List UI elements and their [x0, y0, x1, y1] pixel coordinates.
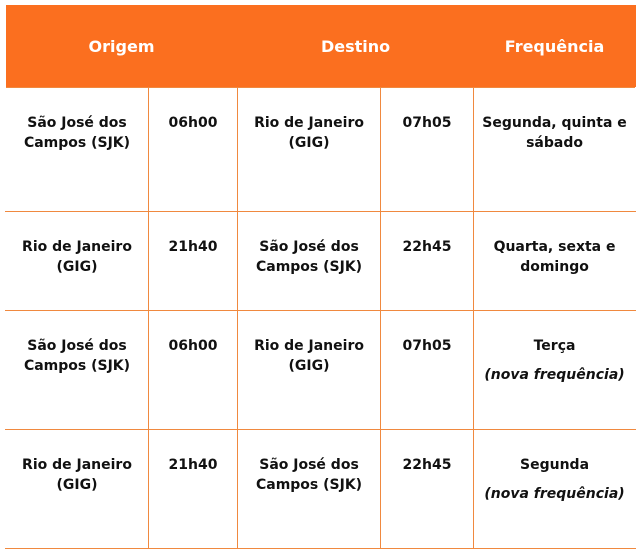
departure-time: 06h00 [168, 115, 218, 131]
frequency-cell [474, 88, 636, 212]
origin-cell [6, 88, 149, 212]
departure-cell [149, 311, 238, 430]
origin-cell [6, 212, 149, 311]
departure-cell [149, 212, 238, 311]
arrival-cell [381, 430, 474, 549]
destination-cell [238, 430, 381, 549]
departure-time: 06h00 [168, 338, 218, 354]
arrival-cell [381, 88, 474, 212]
destination-text: São José dos Campos (SJK) [255, 239, 363, 275]
destination-text: Rio de Janeiro (GIG) [254, 338, 364, 374]
origin-text: São José dos Campos (SJK) [23, 115, 131, 151]
origin-cell [6, 430, 149, 549]
frequency-text: Quarta, sexta e domingo [493, 239, 616, 275]
frequency-cell [474, 212, 636, 311]
arrival-cell [381, 311, 474, 430]
departure-time: 21h40 [168, 239, 218, 255]
table-row [6, 88, 636, 212]
destination-cell [238, 88, 381, 212]
arrival-cell [381, 212, 474, 311]
origin-text: Rio de Janeiro (GIG) [22, 239, 132, 275]
origin-text: Rio de Janeiro (GIG) [22, 457, 132, 493]
destination-cell [238, 311, 381, 430]
arrival-time: 22h45 [402, 457, 452, 473]
new-frequency-note: (nova frequência) [484, 367, 625, 383]
departure-time: 21h40 [168, 457, 218, 473]
table-header-row [6, 5, 636, 88]
table-row [6, 311, 636, 430]
frequency-text: Segunda [520, 457, 590, 473]
flight-schedule-table [5, 5, 636, 549]
arrival-time: 07h05 [402, 115, 452, 131]
destination-cell [238, 212, 381, 311]
frequency-cell [474, 430, 636, 549]
header-frequency: Frequência [474, 5, 636, 88]
origin-cell [6, 311, 149, 430]
arrival-time: 22h45 [402, 239, 452, 255]
frequency-text: Segunda, quinta e sábado [482, 115, 627, 151]
table-row [6, 212, 636, 311]
new-frequency-note: (nova frequência) [484, 486, 625, 502]
destination-text: São José dos Campos (SJK) [255, 457, 363, 493]
departure-cell [149, 430, 238, 549]
frequency-text: Terça [533, 338, 576, 354]
table-row [6, 430, 636, 549]
header-origin: Origem [6, 5, 238, 88]
destination-text: Rio de Janeiro (GIG) [254, 115, 364, 151]
header-destination: Destino [238, 5, 474, 88]
departure-cell [149, 88, 238, 212]
origin-text: São José dos Campos (SJK) [23, 338, 131, 374]
arrival-time: 07h05 [402, 338, 452, 354]
frequency-cell [474, 311, 636, 430]
